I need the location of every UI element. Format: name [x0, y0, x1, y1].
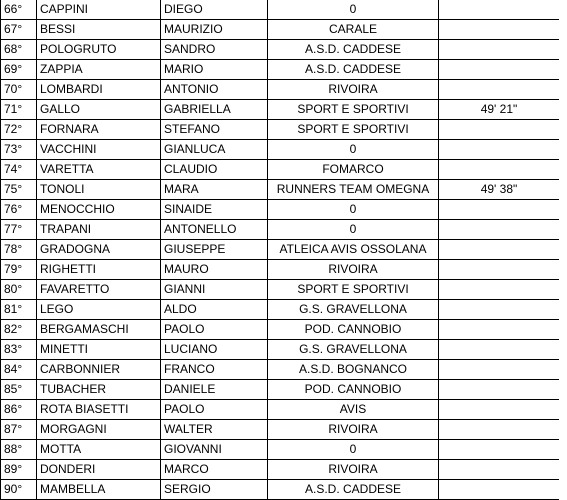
time-cell [439, 480, 560, 500]
surname-cell: VARETTA [37, 160, 161, 180]
first-name-cell: GABRIELLA [161, 100, 268, 120]
table-row [1, 280, 560, 300]
table-row [1, 100, 560, 120]
position-cell: 72° [1, 120, 37, 140]
club-cell: POD. CANNOBIO [268, 380, 439, 400]
time-cell [439, 380, 560, 400]
surname-cell: MINETTI [37, 340, 161, 360]
club-cell: 0 [268, 200, 439, 220]
surname-cell: CARBONNIER [37, 360, 161, 380]
surname-cell: CAPPINI [37, 0, 161, 20]
position-cell: 85° [1, 380, 37, 400]
club-cell: 0 [268, 220, 439, 240]
club-cell: SPORT E SPORTIVI [268, 100, 439, 120]
position-cell: 67° [1, 20, 37, 40]
surname-cell: ROTA BIASETTI [37, 400, 161, 420]
time-cell [439, 60, 560, 80]
position-cell: 69° [1, 60, 37, 80]
table-row [1, 20, 560, 40]
first-name-cell: MAURO [161, 260, 268, 280]
first-name-cell: FRANCO [161, 360, 268, 380]
time-cell [439, 220, 560, 240]
table-row [1, 300, 560, 320]
table-row [1, 200, 560, 220]
position-cell: 81° [1, 300, 37, 320]
surname-cell: LEGO [37, 300, 161, 320]
table-row [1, 320, 560, 340]
table-row [1, 380, 560, 400]
club-cell: SPORT E SPORTIVI [268, 120, 439, 140]
table-row [1, 80, 560, 100]
surname-cell: TRAPANI [37, 220, 161, 240]
surname-cell: MOTTA [37, 440, 161, 460]
club-cell: FOMARCO [268, 160, 439, 180]
club-cell: POD. CANNOBIO [268, 320, 439, 340]
club-cell: A.S.D. CADDESE [268, 40, 439, 60]
table-row [1, 60, 560, 80]
surname-cell: RIGHETTI [37, 260, 161, 280]
position-cell: 80° [1, 280, 37, 300]
table-row [1, 240, 560, 260]
time-cell [439, 400, 560, 420]
club-cell: RIVOIRA [268, 260, 439, 280]
first-name-cell: ANTONELLO [161, 220, 268, 240]
first-name-cell: GIANLUCA [161, 140, 268, 160]
time-cell [439, 460, 560, 480]
position-cell: 66° [1, 0, 37, 20]
time-cell [439, 120, 560, 140]
table-row [1, 340, 560, 360]
position-cell: 75° [1, 180, 37, 200]
surname-cell: MAMBELLA [37, 480, 161, 500]
time-cell [439, 80, 560, 100]
surname-cell: MENOCCHIO [37, 200, 161, 220]
time-cell [439, 140, 560, 160]
time-cell [439, 160, 560, 180]
position-cell: 76° [1, 200, 37, 220]
club-cell: SPORT E SPORTIVI [268, 280, 439, 300]
first-name-cell: LUCIANO [161, 340, 268, 360]
club-cell: 0 [268, 140, 439, 160]
time-cell [439, 440, 560, 460]
position-cell: 84° [1, 360, 37, 380]
time-cell [439, 360, 560, 380]
club-cell: RIVOIRA [268, 420, 439, 440]
time-cell: 49' 38" [439, 180, 560, 200]
first-name-cell: SERGIO [161, 480, 268, 500]
position-cell: 74° [1, 160, 37, 180]
club-cell: RIVOIRA [268, 80, 439, 100]
first-name-cell: DANIELE [161, 380, 268, 400]
table-row [1, 160, 560, 180]
club-cell: A.S.D. BOGNANCO [268, 360, 439, 380]
first-name-cell: MARA [161, 180, 268, 200]
position-cell: 88° [1, 440, 37, 460]
position-cell: 87° [1, 420, 37, 440]
table-row [1, 120, 560, 140]
first-name-cell: CLAUDIO [161, 160, 268, 180]
position-cell: 86° [1, 400, 37, 420]
table-row [1, 140, 560, 160]
position-cell: 70° [1, 80, 37, 100]
position-cell: 78° [1, 240, 37, 260]
surname-cell: FORNARA [37, 120, 161, 140]
first-name-cell: MARCO [161, 460, 268, 480]
time-cell [439, 20, 560, 40]
surname-cell: GALLO [37, 100, 161, 120]
surname-cell: TUBACHER [37, 380, 161, 400]
club-cell: A.S.D. CADDESE [268, 480, 439, 500]
first-name-cell: GIUSEPPE [161, 240, 268, 260]
position-cell: 89° [1, 460, 37, 480]
surname-cell: VACCHINI [37, 140, 161, 160]
club-cell: 0 [268, 440, 439, 460]
first-name-cell: WALTER [161, 420, 268, 440]
club-cell: A.S.D. CADDESE [268, 60, 439, 80]
time-cell [439, 420, 560, 440]
table-row [1, 420, 560, 440]
time-cell [439, 320, 560, 340]
surname-cell: DONDERI [37, 460, 161, 480]
time-cell [439, 300, 560, 320]
time-cell [439, 200, 560, 220]
first-name-cell: ANTONIO [161, 80, 268, 100]
surname-cell: LOMBARDI [37, 80, 161, 100]
time-cell [439, 340, 560, 360]
surname-cell: BESSI [37, 20, 161, 40]
first-name-cell: SANDRO [161, 40, 268, 60]
table-row [1, 360, 560, 380]
table-row [1, 460, 560, 480]
club-cell: ATLEICA AVIS OSSOLANA [268, 240, 439, 260]
position-cell: 83° [1, 340, 37, 360]
position-cell: 73° [1, 140, 37, 160]
table-row [1, 0, 560, 20]
time-cell: 49' 21" [439, 100, 560, 120]
time-cell [439, 260, 560, 280]
position-cell: 77° [1, 220, 37, 240]
first-name-cell: DIEGO [161, 0, 268, 20]
table-row [1, 40, 560, 60]
first-name-cell: SINAIDE [161, 200, 268, 220]
first-name-cell: GIOVANNI [161, 440, 268, 460]
results-body [1, 0, 560, 500]
position-cell: 71° [1, 100, 37, 120]
first-name-cell: GIANNI [161, 280, 268, 300]
surname-cell: GRADOGNA [37, 240, 161, 260]
club-cell: CARALE [268, 20, 439, 40]
surname-cell: BERGAMASCHI [37, 320, 161, 340]
table-row [1, 260, 560, 280]
table-row [1, 220, 560, 240]
club-cell: 0 [268, 0, 439, 20]
first-name-cell: PAOLO [161, 400, 268, 420]
position-cell: 68° [1, 40, 37, 60]
club-cell: RIVOIRA [268, 460, 439, 480]
time-cell [439, 40, 560, 60]
club-cell: G.S. GRAVELLONA [268, 340, 439, 360]
surname-cell: FAVARETTO [37, 280, 161, 300]
table-row [1, 180, 560, 200]
first-name-cell: MAURIZIO [161, 20, 268, 40]
surname-cell: POLOGRUTO [37, 40, 161, 60]
surname-cell: ZAPPIA [37, 60, 161, 80]
club-cell: G.S. GRAVELLONA [268, 300, 439, 320]
position-cell: 79° [1, 260, 37, 280]
table-row [1, 480, 560, 500]
time-cell [439, 240, 560, 260]
position-cell: 82° [1, 320, 37, 340]
surname-cell: MORGAGNI [37, 420, 161, 440]
table-row [1, 440, 560, 460]
first-name-cell: ALDO [161, 300, 268, 320]
position-cell: 90° [1, 480, 37, 500]
table-row [1, 400, 560, 420]
surname-cell: TONOLI [37, 180, 161, 200]
time-cell [439, 0, 560, 20]
first-name-cell: PAOLO [161, 320, 268, 340]
club-cell: RUNNERS TEAM OMEGNA [268, 180, 439, 200]
first-name-cell: MARIO [161, 60, 268, 80]
first-name-cell: STEFANO [161, 120, 268, 140]
club-cell: AVIS [268, 400, 439, 420]
time-cell [439, 280, 560, 300]
